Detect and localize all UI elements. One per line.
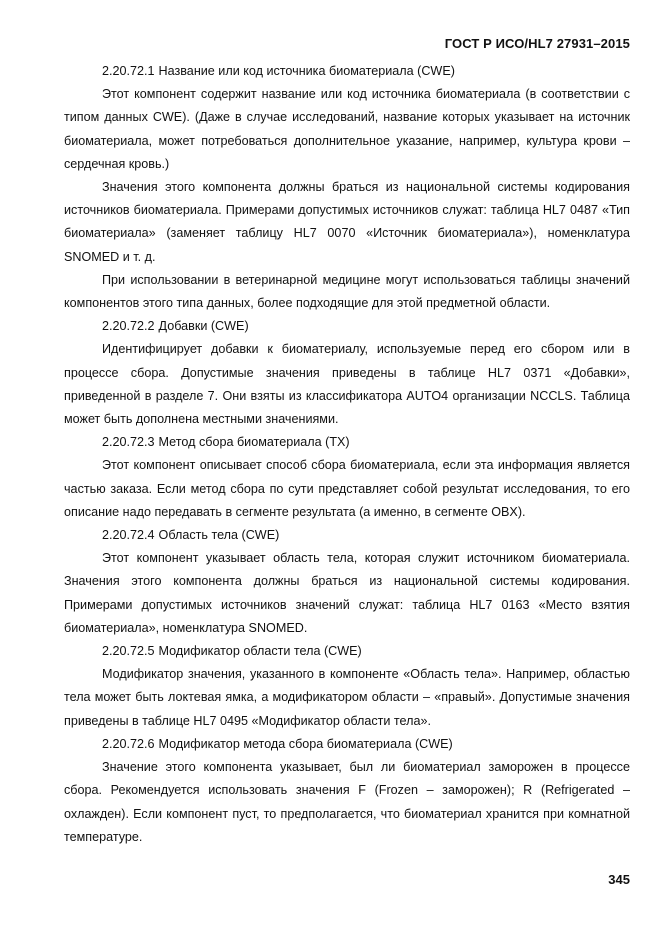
page-number: 345 (608, 872, 630, 887)
section-number: 2.20.72.4 (102, 528, 155, 543)
section-title: Название или код источника биоматериала (CWE) (158, 64, 455, 78)
paragraph: Этот компонент указывает область тела, которая служит источником биоматериала. Значения этого компонента должны браться из национальной системы кодирования. Примерами допустимых источников значений служат: таблица HL7 0163 «Место взятия биоматериала», номенклатура SNOMED. (64, 551, 630, 635)
section-heading (64, 431, 630, 454)
section-number: 2.20.72.3 (102, 435, 155, 450)
section-number: 2.20.72.2 (102, 319, 155, 334)
paragraph: Этот компонент содержит название или код источника биоматериала (в соответствии с типом данных CWE). (Даже в случае исследований, название которых указывает на источник биоматериала, может потребоваться дополнительное указание, например, культура крови – сердечная кровь.) (64, 87, 630, 171)
document-body (64, 60, 630, 849)
paragraph: Этот компонент описывает способ сбора биоматериала, если эта информация является частью заказа. Если метод сбора по сути представляет собой результат исследования, то его описание надо передавать в сегменте результата (а именно, в сегменте OBX). (64, 458, 630, 519)
page-header-standard: ГОСТ Р ИСО/HL7 27931–2015 (444, 36, 630, 51)
paragraph: При использовании в ветеринарной медицине могут использоваться таблицы значений компонентов этого типа данных, более подходящие для этой предметной области. (64, 272, 630, 311)
paragraph: Значение этого компонента указывает, был ли биоматериал заморожен в процессе сбора. Рекомендуется использовать значения F (Frozen – заморожен); R (Refrigerated – охлажден). Если компонент пуст, то предполагается, что биоматериал хранится при комнатной температуре. (64, 760, 630, 844)
section-title: Модификатор метода сбора биоматериала (CWE) (158, 736, 453, 751)
section-heading (64, 640, 630, 663)
section-heading (64, 315, 630, 338)
section-title: Область тела (CWE) (158, 528, 280, 543)
section-heading (64, 60, 630, 83)
section-heading (64, 524, 630, 547)
section-title: Модификатор области тела (CWE) (158, 644, 362, 659)
section-title: Метод сбора биоматериала (TX) (158, 435, 350, 450)
section-number: 2.20.72.1 (102, 64, 155, 78)
section-heading (64, 733, 630, 756)
paragraph: Идентифицирует добавки к биоматериалу, используемые перед его сбором или в процессе сбора. Допустимые значения приведены в таблице HL7 0371 «Добавки», приведенной в разделе 7. Они взяты из классификатора AUTO4 организации NCCLS. Таблица может быть дополнена местными значениями. (64, 342, 630, 427)
paragraph: Значения этого компонента должны браться из национальной системы кодирования источников биоматериала. Примерами допустимых источников служат: таблица HL7 0487 «Тип биоматериала» (заменяет таблицу HL7 0070 «Источник биоматериала»), номенклатура SNOMED и т. д. (64, 180, 630, 264)
section-title: Добавки (CWE) (158, 319, 249, 334)
paragraph: Модификатор значения, указанного в компоненте «Область тела». Например, областью тела может быть локтевая ямка, а модификатором области – «правый». Допустимые значения приведены в таблице HL7 0495 «Модификатор области тела». (64, 667, 630, 728)
section-number: 2.20.72.6 (102, 736, 155, 751)
section-number: 2.20.72.5 (102, 644, 155, 659)
